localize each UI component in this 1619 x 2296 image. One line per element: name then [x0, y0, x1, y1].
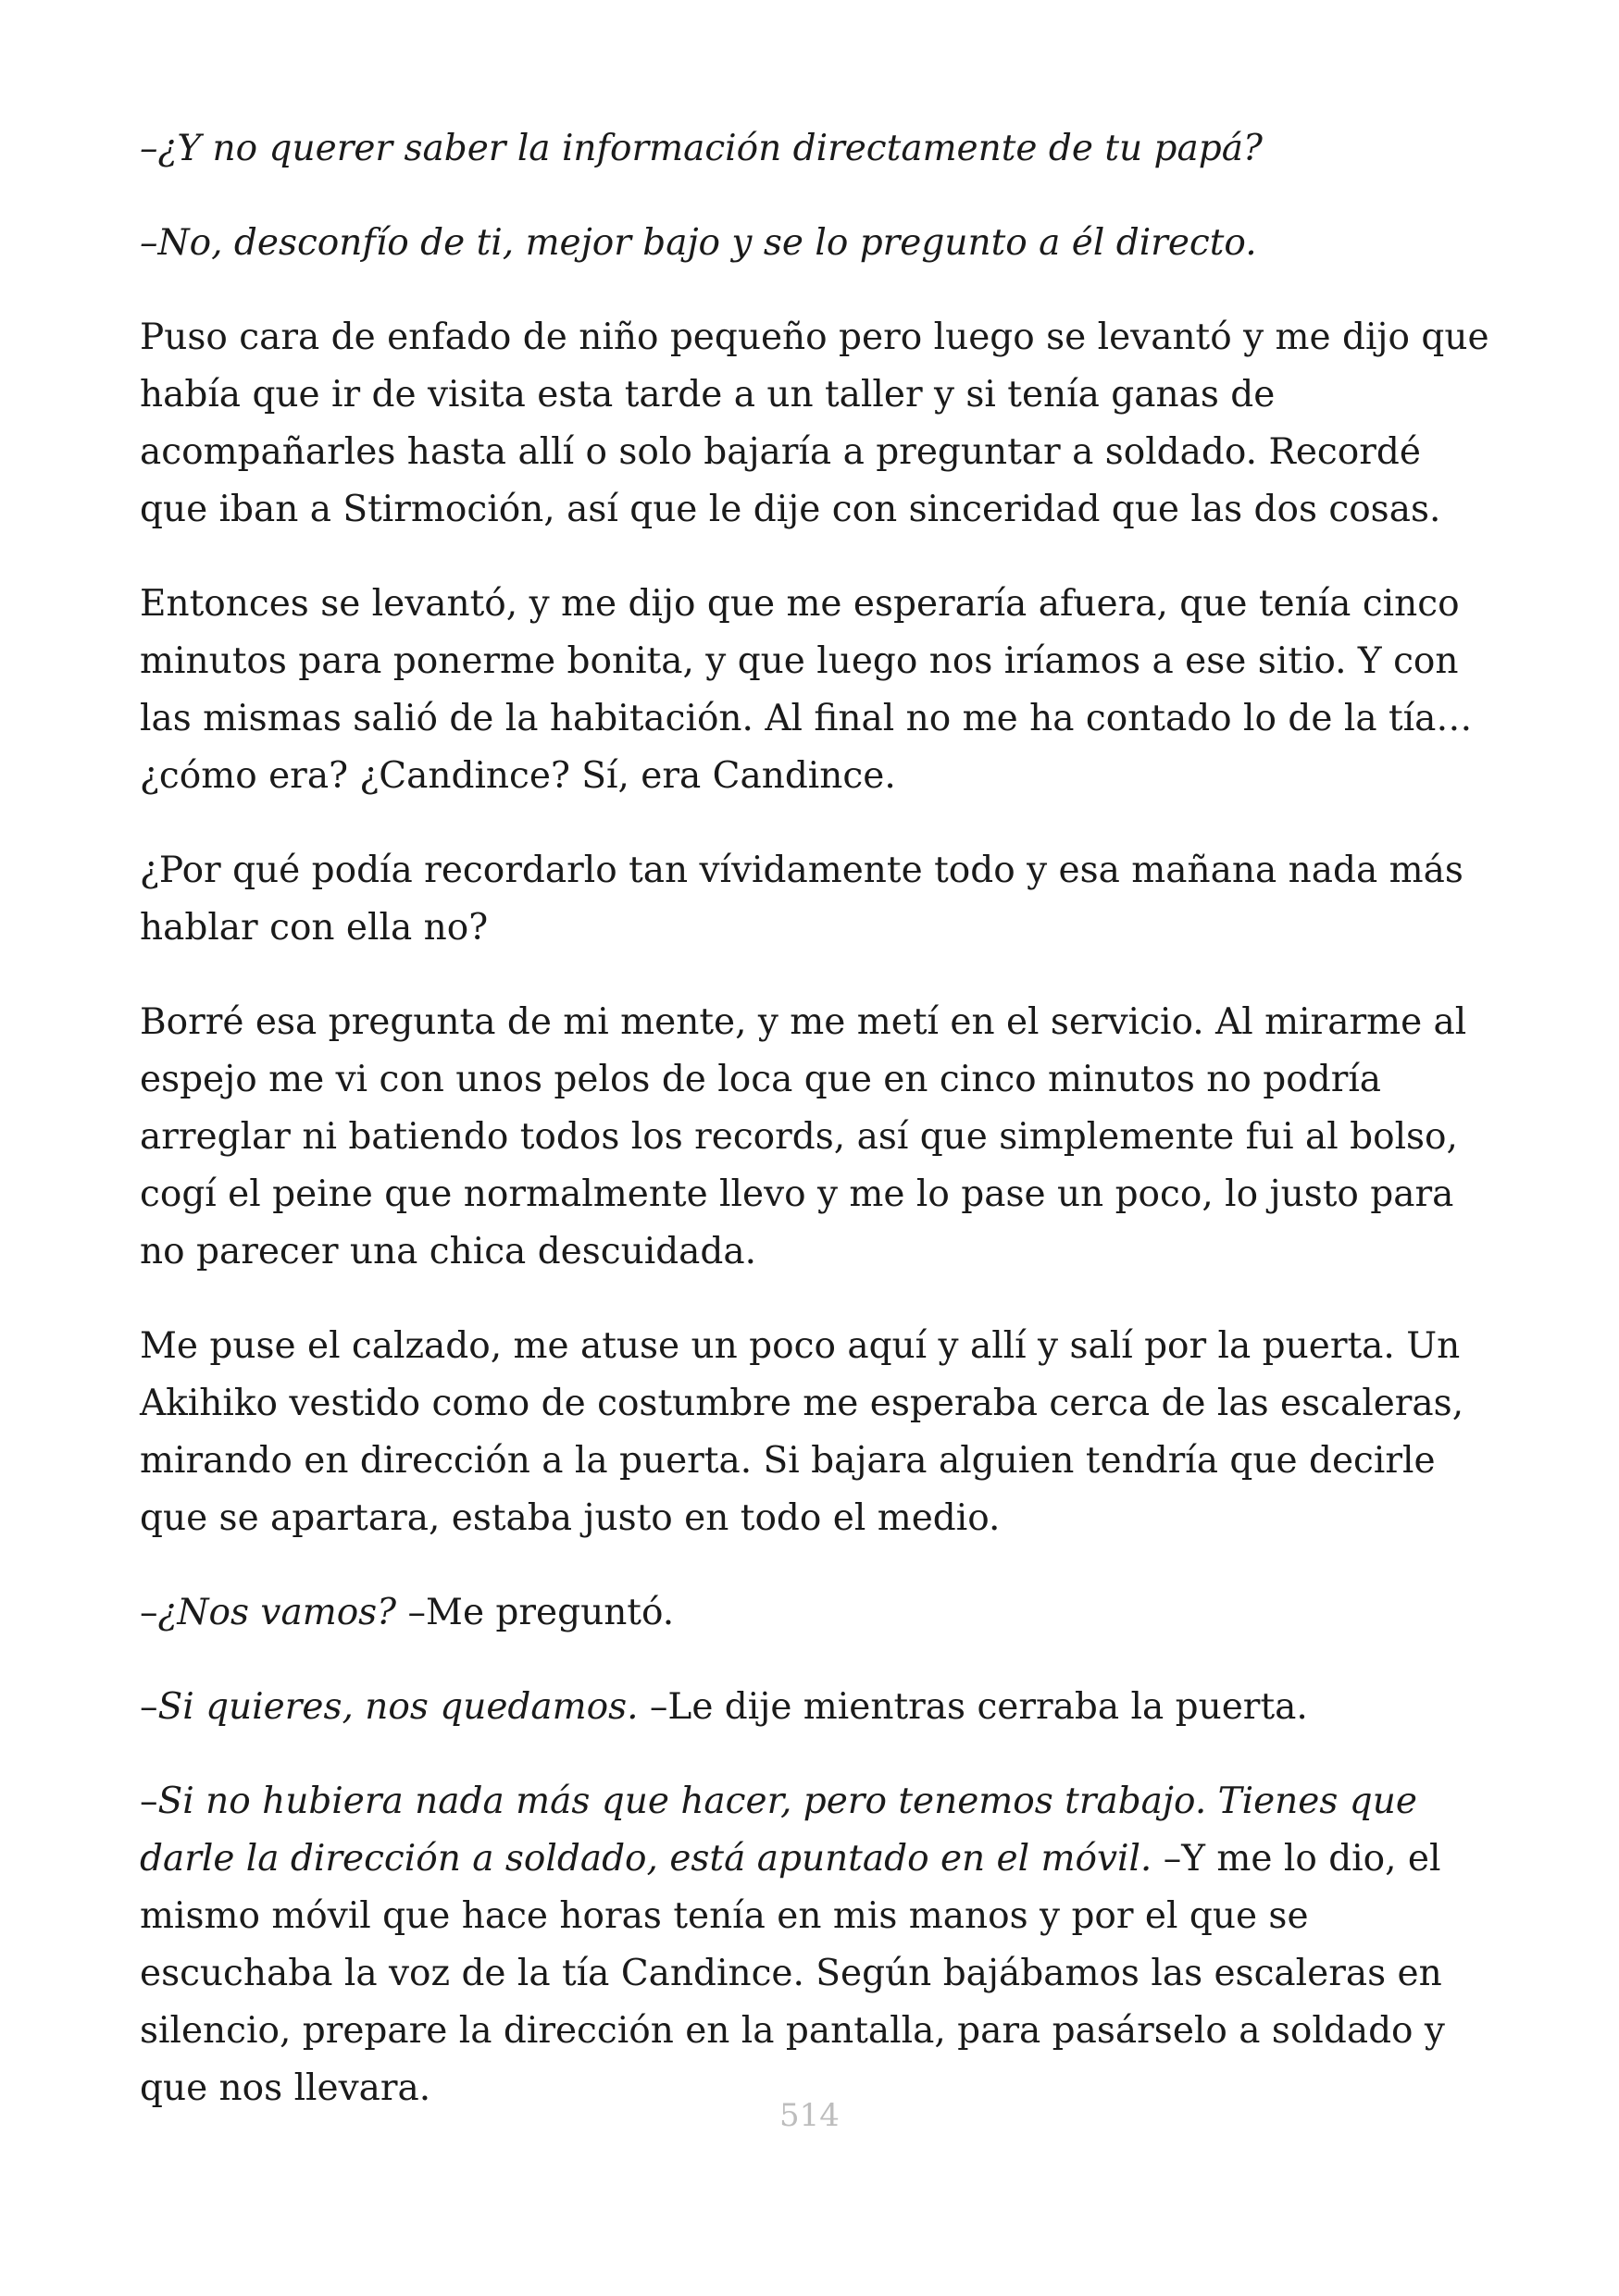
paragraph	[140, 1584, 1491, 1642]
paragraph	[140, 215, 1491, 272]
paragraph	[140, 1679, 1491, 1736]
page-body	[140, 120, 1491, 2154]
paragraph	[140, 842, 1491, 957]
text-segment: –	[140, 1686, 158, 1728]
italic-text: –No, desconfío de ti, mejor bajo y se lo pregunto a él directo.	[140, 222, 1257, 264]
text-segment: –Me preguntó.	[396, 1592, 675, 1633]
text-segment: ¿Por qué podía recordarlo tan vívidamente todo y esa mañana nada más hablar con ella no?	[140, 850, 1463, 949]
text-segment: Borré esa pregunta de mi mente, y me metí en el servicio. Al mirarme al espejo me vi con unos pelos de loca que en cinco minutos no podría arreglar ni batiendo todos los records, así que simplemente fui al bolso, cogí el peine que normalmente llevo y me lo pase un poco, lo justo para no parecer una chica descuidada.	[140, 1001, 1467, 1272]
page-number: 514	[779, 2097, 840, 2134]
paragraph	[140, 309, 1491, 539]
text-segment: –Y me lo dio, el mismo móvil que hace horas tenía en mis manos y por el que se escuchaba la voz de la tía Candince. Según bajábamos las escaleras en silencio, prepare la dirección en la pantalla, para pasárselo a soldado y que nos llevara.	[140, 1838, 1445, 2109]
text-segment: –Le dije mientras cerraba la puerta.	[638, 1686, 1308, 1728]
italic-text: ¿Nos vamos?	[157, 1592, 397, 1633]
paragraph	[140, 994, 1491, 1281]
text-segment: –	[140, 1781, 158, 1822]
paragraph	[140, 1773, 1491, 2117]
italic-text: –¿Y no querer saber la información directamente de tu papá?	[140, 128, 1263, 169]
paragraph	[140, 576, 1491, 805]
text-segment: Puso cara de enfado de niño pequeño pero luego se levantó y me dijo que había que ir de visita esta tarde a un taller y si tenía ganas de acompañarles hasta allí o solo bajaría a preguntar a soldado. Recordé que iban a Stirmoción, así que le dije con sinceridad que las dos cosas.	[140, 316, 1489, 530]
text-segment: Me puse el calzado, me atuse un poco aquí y allí y salí por la puerta. Un Akihiko vestido como de costumbre me esperaba cerca de las escaleras, mirando en dirección a la puerta. Si bajara alguien tendría que decirle que se apartara, estaba justo en todo el medio.	[140, 1325, 1464, 1539]
text-segment: –	[140, 1592, 158, 1633]
italic-text: Si no hubiera nada más que hacer, pero tenemos trabajo. Tienes que darle la dirección a soldado, está apuntado en el móvil.	[140, 1781, 1417, 1880]
text-segment: Entonces se levantó, y me dijo que me esperaría afuera, que tenía cinco minutos para ponerme bonita, y que luego nos iríamos a ese sitio. Y con las mismas salió de la habitación. Al final no me ha contado lo de la tía… ¿cómo era? ¿Candince? Sí, era Candince.	[140, 583, 1473, 797]
paragraph	[140, 120, 1491, 178]
italic-text: Si quieres, nos quedamos.	[157, 1686, 639, 1728]
paragraph	[140, 1318, 1491, 1547]
